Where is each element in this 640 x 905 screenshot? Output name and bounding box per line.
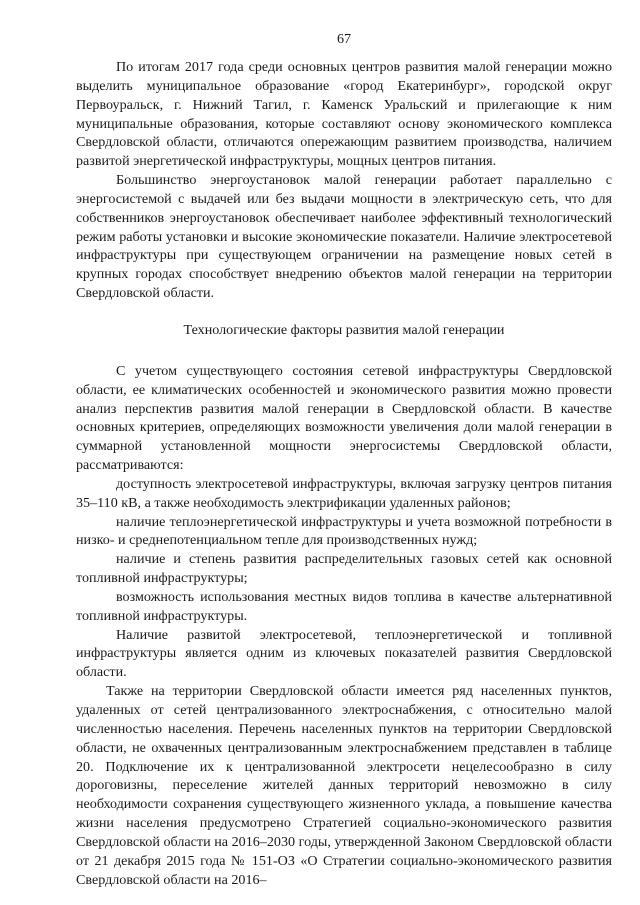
criteria-list: [76, 475, 612, 626]
section-lead-paragraph: С учетом существующего состояния сетевой инфраструктуры Свердловской области, ее климатических особенностей и экономического развития можно провести анализ перспектив развития малой генерации в Свердловской области. В качестве основных критериев, определяющих возможности увеличения доли малой генерации в суммарной установленной мощности энергосистемы Свердловской области, рассматриваются:: [76, 362, 612, 474]
intro-paragraph-2: Большинство энергоустановок малой генерации работает параллельно с энергосистемой с выдачей или без выдачи мощности в электрическую сеть, что для собственников энергоустановок обеспечивает наиболее эффективный технологический режим работы установки и высокие экономические показатели. Наличие электросетевой инфраструктуры при существующем ограничении на размещение новых сетей в крупных городах способствует внедрению объектов малой генерации на территории Свердловской области.: [76, 172, 612, 302]
intro-paragraph-1: По итогам 2017 года среди основных центров развития малой генерации можно выделить муниципальное образование «город Екатеринбург», городской округ Первоуральск, г. Нижний Тагил, г. Каменск Уральский и прилегающие к ним муниципальные образования, которые составляют основу экономического комплекса Свердловской области, отличаются опережающим развитием производства, наличием развитой энергетической инфраструктуры, мощных центров питания.: [76, 59, 612, 170]
document-page: [76, 30, 612, 889]
section-heading: Технологические факторы развития малой генерации: [183, 321, 505, 338]
criteria-item: возможность использования местных видов топлива в качестве альтернативной топливной инфраструктуры.: [76, 588, 612, 624]
final-paragraph: Также на территории Свердловской области имеется ряд населенных пунктов, удаленных от сетей централизованного электроснабжения, с относительно малой численностью населения. Перечень населенных пунктов на территории Свердловской области, не охваченных централизованным электроснабжением представлен в таблице 20. Подключение их к централизованной электросети нецелесообразно в силу дороговизны, переселение жителей данных территорий невозможно в силу необходимости сохранения существующего жизненного уклада, а повышение качества жизни населения предусмотрено Стратегией социально-экономического развития Свердловской области на 2016–2030 годы, утвержденной Законом Свердловской области от 21 декабря 2015 года № 151-ОЗ «О Стратегии социально-экономического развития Свердловской области на 2016–: [76, 683, 612, 888]
criteria-item: доступность электросетевой инфраструктуры, включая загрузку центров питания 35–110 кВ, а также необходимость электрификации удаленных районов;: [76, 475, 612, 511]
criteria-item: наличие и степень развития распределительных газовых сетей как основной топливной инфраструктуры;: [76, 551, 612, 587]
page-number: 67: [336, 31, 352, 47]
criteria-item: наличие теплоэнергетической инфраструктуры и учета возможной потребности в низко- и среднепотенциальном тепле для производственных нужд;: [76, 513, 612, 549]
summary-paragraph: Наличие развитой электросетевой, теплоэнергетической и топливной инфраструктуры является одним из ключевых показателей развития Свердловской области.: [76, 626, 612, 681]
